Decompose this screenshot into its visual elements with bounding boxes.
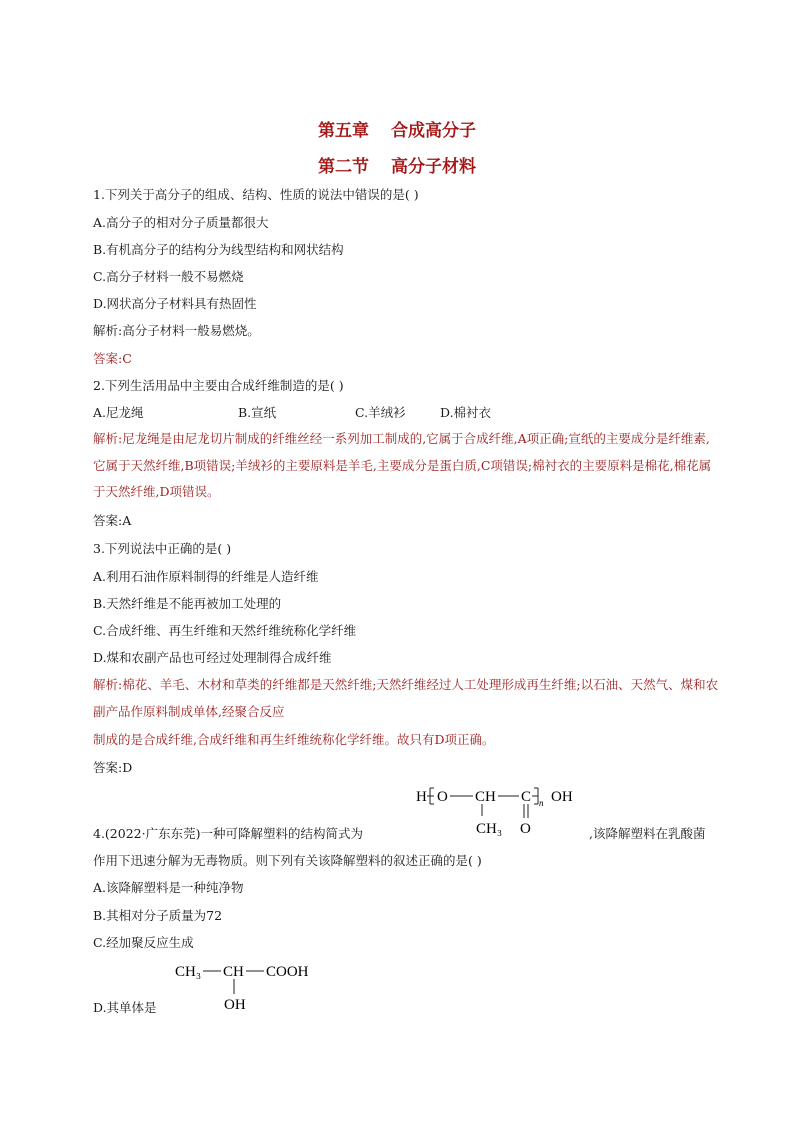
q1-option-a: A.高分子的相对分子质量都很大 <box>93 215 269 230</box>
q3-stem: 3.下列说法中正确的是( ) <box>93 541 232 556</box>
q3-analysis-part2: 制成的是合成纤维,合成纤维和再生纤维统称化学纤维。故只有D项正确。 <box>93 732 495 747</box>
q4-stem-suffix: ,该降解塑料在乳酸菌 <box>589 826 706 841</box>
q4-option-b: B.其相对分子质量为72 <box>93 908 223 923</box>
q2-analysis: 解析:尼龙绳是由尼龙切片制成的纤维丝经一系列加工制成的,它属于合成纤维,A项正确;宣纸的主要成分是纤维素,它属于天然纤维,B项错误;羊绒衫的主要原料是羊毛,主要成分是蛋白质,C项错误;棉衬衣的主要原料是棉花,棉花属于天然纤维,D项错误。 <box>93 431 712 499</box>
q2-answer: 答案:A <box>93 513 132 528</box>
section-name: 高分子材料 <box>391 157 476 177</box>
q1-stem: 1.下列关于高分子的组成、结构、性质的说法中错误的是( ) <box>93 187 419 202</box>
q4-stem-line2: 作用下迅速分解为无毒物质。则下列有关该降解塑料的叙述正确的是( ) <box>93 853 482 868</box>
monomer-cooh: COOH <box>266 964 309 980</box>
q1-option-d: D.网状高分子材料具有热固性 <box>93 296 257 311</box>
monomer-oh: OH <box>224 997 246 1013</box>
polymer-structure-formula <box>410 782 590 842</box>
q3-option-c: C.合成纤维、再生纤维和天然纤维统称化学纤维 <box>93 623 357 638</box>
q2-option-b: B.宣纸 <box>238 405 277 420</box>
q1-option-b: B.有机高分子的结构分为线型结构和网状结构 <box>93 242 344 257</box>
q3-option-b: B.天然纤维是不能再被加工处理的 <box>93 596 282 611</box>
chapter-title <box>0 116 794 141</box>
q4-option-d: D.其单体是 <box>93 1000 157 1015</box>
formula-h: H <box>416 789 427 805</box>
formula-ch: CH <box>475 789 496 805</box>
q4-option-c: C.经加聚反应生成 <box>93 935 194 950</box>
q4-option-a: A.该降解塑料是一种纯净物 <box>93 880 244 895</box>
chapter-number: 第五章 <box>318 121 369 141</box>
q3-analysis-part1: 解析:棉花、羊毛、木材和草类的纤维都是天然纤维;天然纤维经过人工处理形成再生纤维;以石油、天然气、煤和农副产品作原料制成单体,经聚合反应 <box>93 677 719 719</box>
formula-carbonyl-o: O <box>520 821 531 837</box>
q4-stem-prefix: 4.(2022·广东东莞)一种可降解塑料的结构简式为 <box>93 826 363 841</box>
formula-n: n <box>539 798 544 808</box>
q1-answer: 答案:C <box>93 351 132 366</box>
q2-option-d: D.棉衬衣 <box>440 405 492 420</box>
formula-oh: OH <box>551 789 573 805</box>
monomer-ch3: CH₃ <box>175 964 202 980</box>
q1-option-c: C.高分子材料一般不易燃烧 <box>93 269 244 284</box>
monomer-structure-formula <box>170 958 330 1014</box>
q2-option-a: A.尼龙绳 <box>93 405 144 420</box>
q3-answer: 答案:D <box>93 760 133 775</box>
formula-c: C <box>521 789 532 805</box>
formula-o: O <box>437 789 448 805</box>
q1-analysis: 解析:高分子材料一般易燃烧。 <box>93 323 260 338</box>
q2-option-c: C.羊绒衫 <box>355 405 406 420</box>
q2-stem: 2.下列生活用品中主要由合成纤维制造的是( ) <box>93 378 344 393</box>
formula-ch3: CH₃ <box>476 821 503 837</box>
q3-option-d: D.煤和农副产品也可经过处理制得合成纤维 <box>93 650 332 665</box>
chapter-name: 合成高分子 <box>391 121 476 141</box>
q2-options <box>93 405 491 421</box>
q3-option-a: A.利用石油作原料制得的纤维是人造纤维 <box>93 569 319 584</box>
section-number: 第二节 <box>318 157 369 177</box>
monomer-ch: CH <box>223 964 244 980</box>
section-title <box>0 152 794 177</box>
